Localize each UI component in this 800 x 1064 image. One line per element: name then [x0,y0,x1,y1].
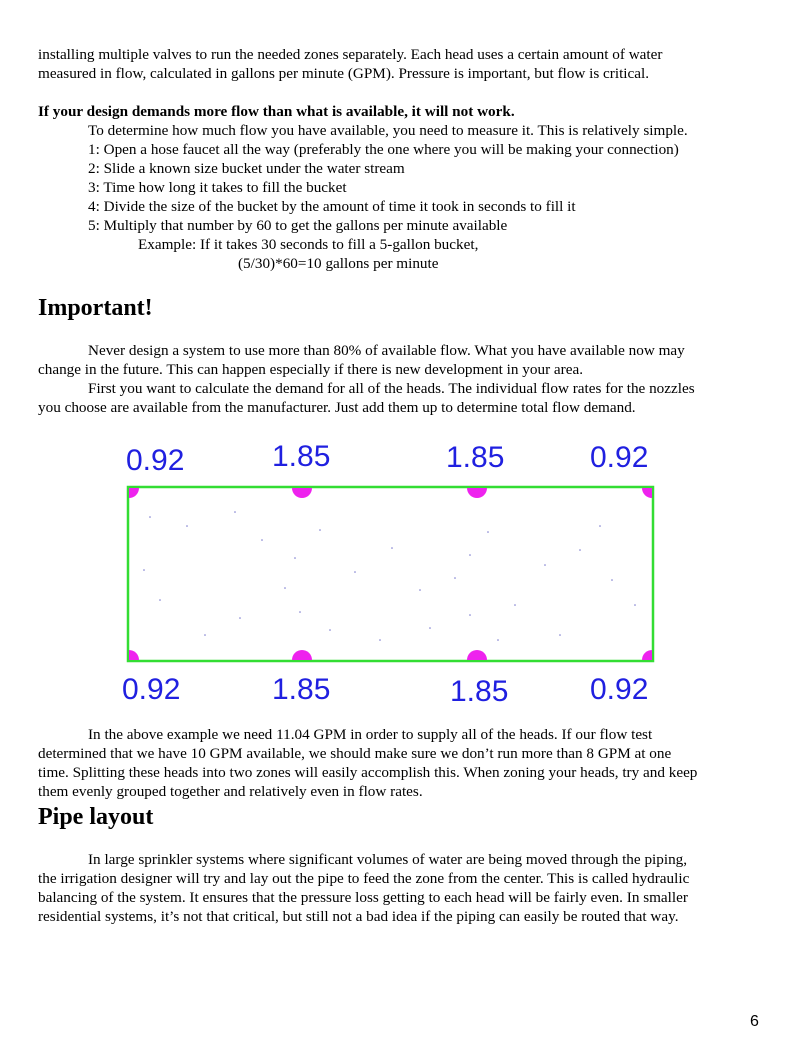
pipe-line-2: the irrigation designer will try and lay out the pipe to feed the zone from the center. This is called hydraulic [38,870,690,887]
pipe-line-3: balancing of the system. It ensures that the pressure loss getting to each head will be fairly even. In smaller [38,889,688,906]
zone-speckle [143,511,636,641]
step-item: 1: Open a hose faucet all the way (preferably the one where you will be making your connection) [88,141,679,158]
page-number: 6 [750,1013,759,1030]
example-line-1: In the above example we need 11.04 GPM in order to supply all of the heads. If our flow test [88,726,653,743]
flow-label-bottom: 1.85 [272,673,331,706]
important-line-3: First you want to calculate the demand for all of the heads. The individual flow rates for the nozzles [88,380,695,397]
example-line: Example: If it takes 30 seconds to fill a 5-gallon bucket, [138,236,479,253]
intro-line-2: measured in flow, calculated in gallons per minute (GPM). Pressure is important, but flow is critical. [38,65,650,82]
quarter-circle-head-icon [129,488,139,498]
step-item: 3: Time how long it takes to fill the bucket [88,179,347,196]
pipe-line-1: In large sprinkler systems where significant volumes of water are being moved through the piping, [88,851,688,868]
half-circle-head-icon [292,488,312,498]
example-line-4: them evenly grouped together and relatively even in flow rates. [38,783,423,800]
step-item: 4: Divide the size of the bucket by the amount of time it took in seconds to fill it [88,198,576,215]
example-line-2: determined that we have 10 GPM available, we should make sure we don’t run more than 8 GPM at one [38,745,672,762]
flow-label-bottom: 1.85 [450,675,509,708]
heading-pipe-layout: Pipe layout [38,804,154,830]
example-line-3: time. Splitting these heads into two zones will easily accomplish this. When zoning your heads, try and keep [38,764,698,781]
half-circle-head-icon [467,650,487,660]
heading-important: Important! [38,295,153,321]
half-circle-head-icon [467,488,487,498]
quarter-circle-head-icon [129,650,139,660]
important-line-2: change in the future. This can happen especially if there is new development in your area. [38,361,583,378]
important-line-4: you choose are available from the manufacturer. Just add them up to determine total flow demand. [38,399,636,416]
flow-label-top: 0.92 [590,441,649,474]
determine-intro: To determine how much flow you have available, you need to measure it. This is relatively simple. [88,122,688,139]
quarter-circle-head-icon [642,488,652,498]
quarter-circle-head-icon [642,650,652,660]
flow-label-bottom: 0.92 [590,673,649,706]
step-item: 5: Multiply that number by 60 to get the gallons per minute available [88,217,508,234]
flow-label-top: 1.85 [272,440,331,473]
step-item: 2: Slide a known size bucket under the water stream [88,160,405,177]
half-circle-head-icon [292,650,312,660]
flow-label-top: 0.92 [126,444,185,477]
intro-line-1: installing multiple valves to run the needed zones separately. Each head uses a certain amount of water [38,46,663,63]
pipe-line-4: residential systems, it’s not that critical, but still not a bad idea if the piping can easily be routed that way. [38,908,679,925]
sprinkler-heads [129,488,652,660]
zone-boundary [128,487,653,661]
example-calc: (5/30)*60=10 gallons per minute [238,255,439,272]
flow-label-bottom: 0.92 [122,673,181,706]
flow-warning: If your design demands more flow than what is available, it will not work. [38,103,515,120]
important-line-1: Never design a system to use more than 80% of available flow. What you have available now may [88,342,685,359]
flow-label-top: 1.85 [446,441,505,474]
sprinkler-zone-diagram [0,430,800,710]
